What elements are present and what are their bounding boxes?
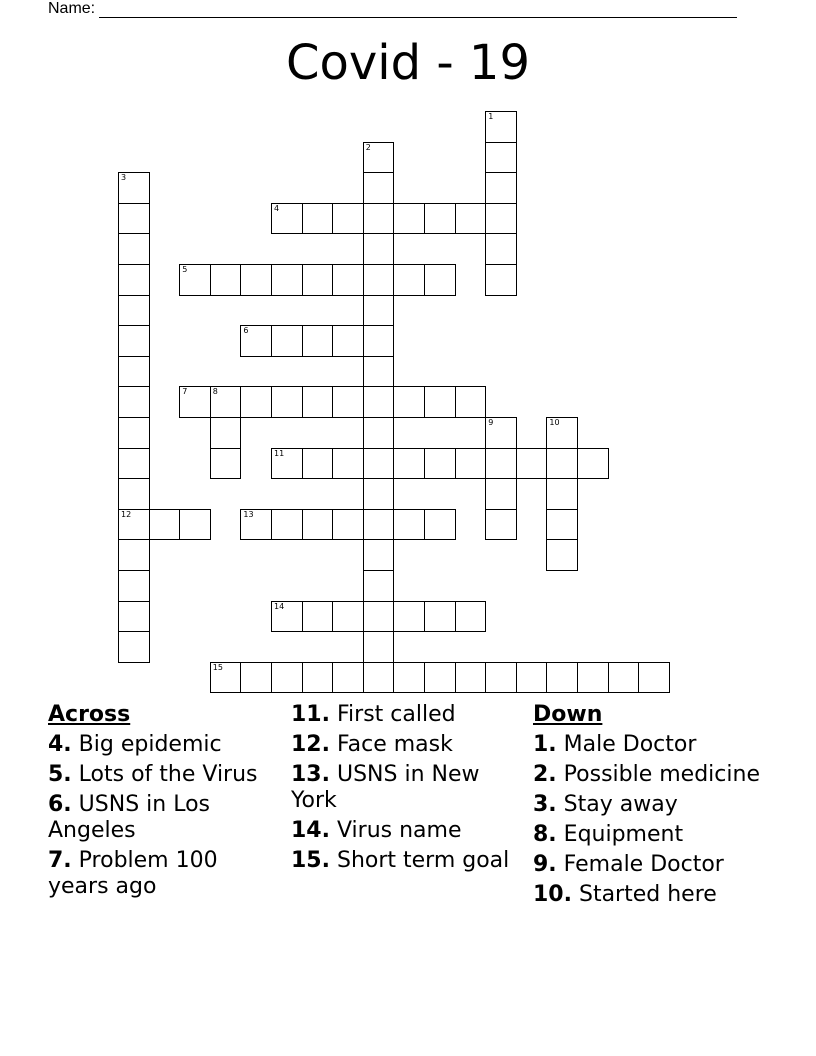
grid-cell[interactable] xyxy=(546,448,578,480)
across-clues-column-2 xyxy=(291,702,511,878)
page-title: Covid - 19 xyxy=(285,35,530,91)
grid-cell[interactable] xyxy=(118,325,150,357)
grid-cell[interactable] xyxy=(271,601,303,633)
grid-cell[interactable] xyxy=(424,662,456,694)
grid-cell[interactable] xyxy=(240,386,272,418)
grid-cell[interactable] xyxy=(546,478,578,510)
grid-cell[interactable] xyxy=(240,662,272,694)
cell-number: 3 xyxy=(121,173,127,183)
across-clue: 12. Face mask xyxy=(291,732,453,757)
grid-cell[interactable] xyxy=(424,601,456,633)
cell-number: 10 xyxy=(549,418,560,427)
grid-cell[interactable] xyxy=(546,662,578,694)
across-clue: 13. USNS in New York xyxy=(291,762,480,813)
grid-cell[interactable] xyxy=(363,478,395,510)
grid-cell[interactable] xyxy=(118,539,150,571)
grid-cell[interactable] xyxy=(485,111,517,143)
cell-number: 14 xyxy=(274,601,285,611)
grid-cell[interactable] xyxy=(332,601,364,633)
across-heading: Across xyxy=(48,702,131,727)
grid-cell[interactable] xyxy=(118,264,150,296)
grid-cell[interactable] xyxy=(302,386,334,418)
cell-number: 8 xyxy=(212,387,218,397)
grid-cell[interactable] xyxy=(424,264,456,296)
grid-cell[interactable] xyxy=(363,509,395,541)
across-clue: 6. USNS in Los Angeles xyxy=(48,792,210,843)
across-clue: 4. Big epidemic xyxy=(48,732,222,757)
grid-cell[interactable] xyxy=(393,203,425,235)
grid-cell[interactable] xyxy=(485,478,517,510)
grid-cell[interactable] xyxy=(577,662,609,694)
grid-cell[interactable] xyxy=(210,264,242,296)
cell-number: 7 xyxy=(182,387,188,397)
grid-cell[interactable] xyxy=(363,448,395,480)
grid-cell[interactable] xyxy=(546,417,578,449)
grid-cell[interactable] xyxy=(271,264,303,296)
across-clue: 11. First called xyxy=(291,702,456,727)
grid-cell[interactable] xyxy=(332,386,364,418)
grid-cell[interactable] xyxy=(118,386,150,418)
grid-cell[interactable] xyxy=(118,570,150,602)
grid-cell[interactable] xyxy=(118,478,150,510)
across-clue: 5. Lots of the Virus xyxy=(48,762,258,787)
across-clue: 14. Virus name xyxy=(291,818,462,843)
grid-cell[interactable] xyxy=(363,172,395,204)
cell-number: 6 xyxy=(243,326,249,336)
down-clue: 8. Equipment xyxy=(533,822,684,847)
down-clue: 3. Stay away xyxy=(533,792,678,817)
grid-cell[interactable] xyxy=(363,233,395,265)
grid-cell[interactable] xyxy=(118,509,150,541)
grid-cell[interactable] xyxy=(332,203,364,235)
grid-cell[interactable] xyxy=(485,662,517,694)
grid-cell[interactable] xyxy=(118,172,150,204)
name-line xyxy=(48,0,737,18)
grid-cell[interactable] xyxy=(363,203,395,235)
grid-cell[interactable] xyxy=(608,662,640,694)
grid-cell[interactable] xyxy=(302,325,334,357)
grid-cell[interactable] xyxy=(302,264,334,296)
grid-cell[interactable] xyxy=(210,662,242,694)
grid-cell[interactable] xyxy=(577,448,609,480)
grid-cell[interactable] xyxy=(271,386,303,418)
grid-cell[interactable] xyxy=(638,662,670,694)
grid-cell[interactable] xyxy=(393,509,425,541)
grid-cell[interactable] xyxy=(118,601,150,633)
grid-cell[interactable] xyxy=(516,448,548,480)
grid-cell[interactable] xyxy=(332,264,364,296)
grid-cell[interactable] xyxy=(363,539,395,571)
grid-cell[interactable] xyxy=(118,356,150,388)
grid-cell[interactable] xyxy=(179,264,211,296)
grid-cell[interactable] xyxy=(363,570,395,602)
grid-cell[interactable] xyxy=(363,386,395,418)
grid-cell[interactable] xyxy=(455,448,487,480)
grid-cell[interactable] xyxy=(485,142,517,174)
grid-cell[interactable] xyxy=(240,325,272,357)
grid-cell[interactable] xyxy=(424,509,456,541)
grid-cell[interactable] xyxy=(363,142,395,174)
grid-cell[interactable] xyxy=(455,662,487,694)
grid-cell[interactable] xyxy=(485,233,517,265)
grid-cell[interactable] xyxy=(179,386,211,418)
grid-cell[interactable] xyxy=(210,448,242,480)
grid-cell[interactable] xyxy=(363,601,395,633)
cell-number: 9 xyxy=(488,418,494,427)
grid-cell[interactable] xyxy=(393,448,425,480)
grid-cell[interactable] xyxy=(424,386,456,418)
cell-number: 13 xyxy=(243,509,254,519)
cell-number: 12 xyxy=(121,509,132,519)
cell-number: 15 xyxy=(212,662,223,672)
grid-cell[interactable] xyxy=(363,295,395,327)
grid-cell[interactable] xyxy=(332,662,364,694)
cell-number: 2 xyxy=(365,142,371,152)
grid-cell[interactable] xyxy=(485,417,517,449)
down-clue: 9. Female Doctor xyxy=(533,852,724,877)
down-clue: 2. Possible medicine xyxy=(533,762,760,787)
grid-cell[interactable] xyxy=(485,264,517,296)
grid-cell[interactable] xyxy=(485,203,517,235)
grid-cell[interactable] xyxy=(363,356,395,388)
grid-cell[interactable] xyxy=(118,233,150,265)
grid-cell[interactable] xyxy=(546,539,578,571)
grid-cell[interactable] xyxy=(118,631,150,663)
grid-cell[interactable] xyxy=(332,448,364,480)
name-label: Name: xyxy=(48,0,96,17)
grid-cell[interactable] xyxy=(271,325,303,357)
grid-cell[interactable] xyxy=(393,386,425,418)
grid-cell[interactable] xyxy=(118,203,150,235)
down-heading: Down xyxy=(533,702,603,727)
grid-cell[interactable] xyxy=(485,448,517,480)
grid-cell[interactable] xyxy=(393,264,425,296)
grid-cell[interactable] xyxy=(179,509,211,541)
grid-cell[interactable] xyxy=(455,203,487,235)
grid-cell[interactable] xyxy=(302,203,334,235)
grid-cell[interactable] xyxy=(546,509,578,541)
grid-cell[interactable] xyxy=(424,203,456,235)
grid-cell[interactable] xyxy=(332,509,364,541)
grid-cell[interactable] xyxy=(271,509,303,541)
grid-cell[interactable] xyxy=(210,417,242,449)
grid-cell[interactable] xyxy=(271,203,303,235)
grid-cell[interactable] xyxy=(485,509,517,541)
grid-cell[interactable] xyxy=(302,601,334,633)
grid-cell[interactable] xyxy=(210,386,242,418)
name-field[interactable] xyxy=(99,2,737,18)
grid-cell[interactable] xyxy=(363,325,395,357)
grid-cell[interactable] xyxy=(302,662,334,694)
grid-cell[interactable] xyxy=(118,448,150,480)
grid-cell[interactable] xyxy=(302,448,334,480)
grid-cell[interactable] xyxy=(271,448,303,480)
grid-cell[interactable] xyxy=(118,295,150,327)
grid-cell[interactable] xyxy=(393,662,425,694)
grid-cell[interactable] xyxy=(363,417,395,449)
cell-number: 4 xyxy=(274,203,280,213)
cell-number: 11 xyxy=(274,448,285,458)
grid-cell[interactable] xyxy=(424,448,456,480)
grid-cell[interactable] xyxy=(332,325,364,357)
grid-cell[interactable] xyxy=(363,662,395,694)
grid-cell[interactable] xyxy=(271,662,303,694)
grid-cell[interactable] xyxy=(240,264,272,296)
grid-cell[interactable] xyxy=(149,509,181,541)
grid-cell[interactable] xyxy=(363,264,395,296)
grid-cell[interactable] xyxy=(485,172,517,204)
across-clue: 15. Short term goal xyxy=(291,848,510,873)
grid-cell[interactable] xyxy=(302,509,334,541)
grid-cell[interactable] xyxy=(363,631,395,663)
down-clues-column xyxy=(533,702,773,912)
grid-cell[interactable] xyxy=(455,386,487,418)
across-clue: 7. Problem 100 years ago xyxy=(48,848,218,899)
across-clues-column-1 xyxy=(48,702,268,904)
grid-cell[interactable] xyxy=(455,601,487,633)
down-clue: 1. Male Doctor xyxy=(533,732,697,757)
grid-cell[interactable] xyxy=(516,662,548,694)
cell-number: 5 xyxy=(182,265,188,274)
down-clue: 10. Started here xyxy=(533,882,717,907)
grid-cell[interactable] xyxy=(393,601,425,633)
cell-number: 1 xyxy=(488,112,494,121)
grid-cell[interactable] xyxy=(240,509,272,541)
grid-cell[interactable] xyxy=(118,417,150,449)
